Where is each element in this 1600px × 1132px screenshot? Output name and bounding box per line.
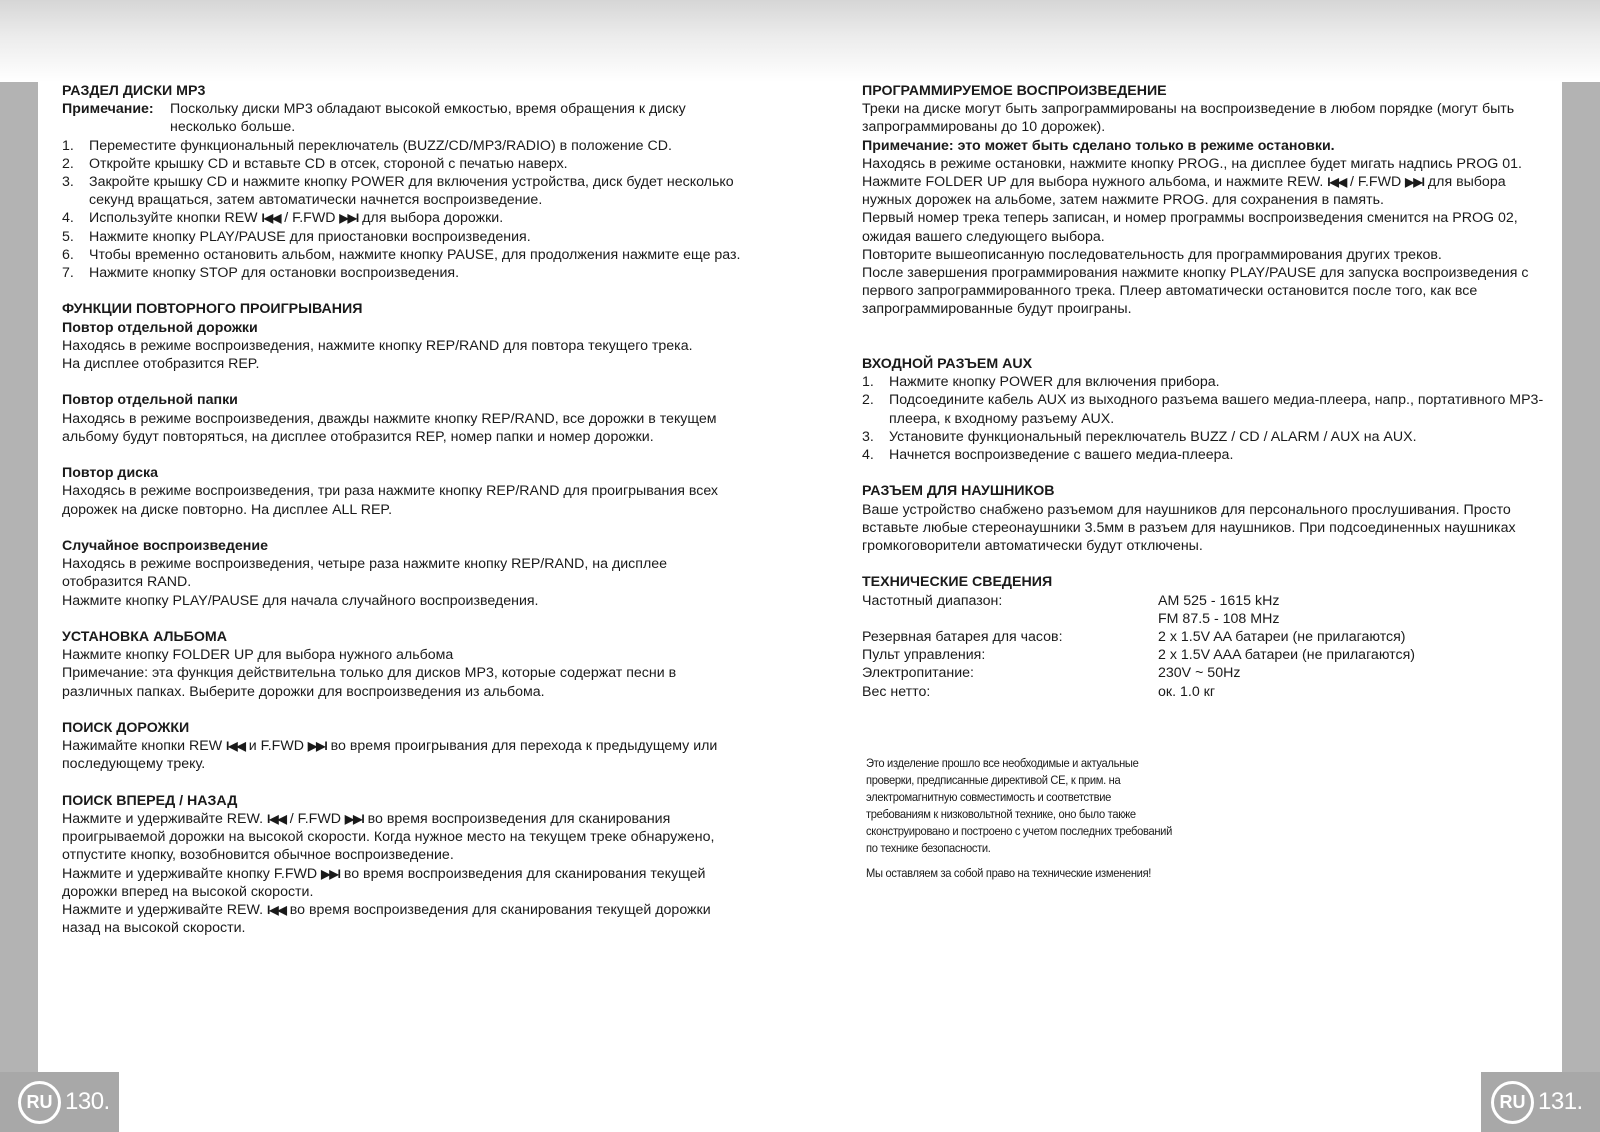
note-text: Поскольку диски MP3 обладают высокой емкостью, время обращения к диску несколько больше. bbox=[170, 101, 686, 136]
section-title-aux: ВХОДНОЙ РАЗЪЕМ AUX bbox=[862, 356, 1033, 373]
subtitle-repeat-disc: Повтор диска bbox=[62, 465, 159, 482]
spec-row: Электропитание: 230V ~ 50Hz bbox=[862, 665, 1241, 682]
paragraph: Находясь в режиме воспроизведения, дважды нажмите кнопку REP/RAND, все дорожки в текущем альбому будут повторяться, на дисплее отобразится REP, номер папки и номер дорожки. bbox=[62, 410, 717, 445]
paragraph: Нажмите и удерживайте REW. I◀◀ / F.FWD ▶▶I во время воспроизведения для сканирования проигрываемой дорожки на высокой скорости. Когда нужное место на текущем треке обнаружено, отпустите кнопку, возобновится обычное воспроизведение. bbox=[62, 811, 715, 864]
paragraph: Нажмите FOLDER UP для выбора нужного альбома, и нажмите REW. I◀◀ / F.FWD ▶▶I для выбора нужных дорожек на альбоме, затем нажмите PROG. для сохранения в память. bbox=[862, 174, 1506, 209]
language-badge: RU bbox=[1491, 1081, 1534, 1124]
rights-text: Мы оставляем за собой право на технические изменения! bbox=[866, 866, 1152, 880]
list-item: 4. Используйте кнопки REW I◀◀ / F.FWD ▶▶I для выбора дорожки. bbox=[62, 210, 504, 227]
section-title-scan: ПОИСК ВПЕРЕД / НАЗАД bbox=[62, 792, 238, 809]
list-item: 2. Подсоедините кабель AUX из выходного разъема вашего медиа-плеера, напр., портативного MP3-плеера, к входному разъему AUX. bbox=[862, 392, 1544, 427]
mp3-note bbox=[62, 100, 742, 136]
page-number: 130. bbox=[65, 1087, 110, 1115]
list-item: 3. Установите функциональный переключатель BUZZ / CD / ALARM / AUX на AUX. bbox=[862, 428, 1417, 445]
paragraph: Находясь в режиме воспроизведения, нажмите кнопку REP/RAND для повтора текущего трека. bbox=[62, 337, 693, 354]
section-title-specs: ТЕХНИЧЕСКИЕ СВЕДЕНИЯ bbox=[862, 574, 1053, 591]
subtitle-repeat-track: Повтор отдельной дорожки bbox=[62, 319, 258, 336]
section-title-mp3: РАЗДЕЛ ДИСКИ MP3 bbox=[62, 83, 206, 99]
spec-row: FM 87.5 - 108 MHz bbox=[1158, 610, 1280, 627]
section-title-track-search: ПОИСК ДОРОЖКИ bbox=[62, 720, 190, 737]
page-number-tab-right bbox=[1481, 1072, 1600, 1132]
section-title-repeat: ФУНКЦИИ ПОВТОРНОГО ПРОИГРЫВАНИЯ bbox=[62, 301, 363, 318]
paragraph: Нажимайте кнопки REW I◀◀ и F.FWD ▶▶I во время проигрывания для перехода к предыдущему или последующему треку. bbox=[62, 738, 718, 773]
list-item: 1. Переместите функциональный переключатель (BUZZ/CD/MP3/RADIO) в положение CD. bbox=[62, 137, 672, 154]
list-item: 4. Начнется воспроизведение с вашего медиа-плеера. bbox=[862, 447, 1234, 464]
section-title-program: ПРОГРАММИРУЕМОЕ ВОСПРОИЗВЕДЕНИЕ bbox=[862, 83, 1167, 99]
section-title-headphones: РАЗЪЕМ ДЛЯ НАУШНИКОВ bbox=[862, 483, 1055, 500]
ce-compliance-notice bbox=[866, 755, 1172, 882]
rewind-icon: I◀◀ bbox=[261, 211, 281, 226]
header-gradient-band bbox=[0, 0, 1600, 82]
spec-row: Частотный диапазон: AM 525 - 1615 kHz bbox=[862, 592, 1280, 609]
fast-forward-icon: ▶▶I bbox=[339, 211, 359, 226]
page-number-tab-left bbox=[0, 1072, 119, 1132]
right-page-content bbox=[862, 82, 1552, 701]
paragraph: После завершения программирования нажмите кнопку PLAY/PAUSE для запуска воспроизведения с первого запрограммированного трека. Плеер автоматически остановится после того, как все запрограммированные будут проиграны. bbox=[862, 265, 1529, 318]
paragraph: Треки на диске могут быть запрограммированы на воспроизведение в любом порядке (могут быть запрограммированы до 10 дорожек). bbox=[862, 101, 1515, 136]
page-number: 131. bbox=[1538, 1087, 1583, 1115]
subtitle-random: Случайное воспроизведение bbox=[62, 538, 268, 555]
paragraph: Находясь в режиме воспроизведения, три раза нажмите кнопку REP/RAND для проигрывания всех дорожек на диске повторно. На дисплее ALL REP. bbox=[62, 483, 719, 518]
spec-row: Пульт управления: 2 x 1.5V AAA батареи (не прилагаются) bbox=[862, 647, 1415, 664]
paragraph: Находясь в режиме остановки, нажмите кнопку PROG., на дисплее будет мигать надпись PROG 01. bbox=[862, 155, 1522, 172]
program-note: Примечание: это может быть сделано только в режиме остановки. bbox=[862, 137, 1335, 154]
paragraph: Нажмите и удерживайте кнопку F.FWD ▶▶I во время воспроизведения для сканирования текущей дорожки вперед на высокой скорости. bbox=[62, 865, 706, 900]
right-margin-bar bbox=[1562, 82, 1600, 1072]
fast-forward-icon: ▶▶I bbox=[321, 866, 340, 881]
fast-forward-icon: ▶▶I bbox=[307, 739, 327, 754]
list-item: 1. Нажмите кнопку POWER для включения прибора. bbox=[862, 374, 1220, 391]
ce-text: Это изделение прошло все необходимые и актуальные проверки, предписанные директивой CE, к прим. на электромагнитную совместимость и соответствие требованиям к низковольтной технике, оно было также сконструировано и построено с учетом последних требований по технике безопасности. bbox=[866, 756, 1173, 855]
fast-forward-icon: ▶▶I bbox=[1405, 175, 1424, 190]
paragraph: Нажмите и удерживайте REW. I◀◀ во время воспроизведения для сканирования текущей дорожки назад на высокой скорости. bbox=[62, 902, 711, 937]
paragraph: На дисплее отобразится REP. bbox=[62, 356, 260, 373]
fast-forward-icon: ▶▶I bbox=[344, 812, 364, 827]
paragraph: Повторите вышеописанную последовательность для программирования других треков. bbox=[862, 246, 1442, 263]
paragraph: Нажмите кнопку FOLDER UP для выбора нужного альбома bbox=[62, 647, 454, 664]
rewind-icon: I◀◀ bbox=[1327, 175, 1347, 190]
list-item: 7. Нажмите кнопку STOP для остановки воспроизведения. bbox=[62, 265, 460, 282]
rewind-icon: I◀◀ bbox=[267, 903, 286, 918]
rewind-icon: I◀◀ bbox=[226, 739, 245, 754]
list-item: 2. Откройте крышку CD и вставьте CD в отсек, стороной с печатью наверх. bbox=[62, 155, 568, 172]
paragraph: Примечание: эта функция действительна только для дисков MP3, которые содержат песни в различных папках. Выберите дорожки для воспроизведения из альбома. bbox=[62, 665, 677, 700]
section-title-album: УСТАНОВКА АЛЬБОМА bbox=[62, 629, 227, 646]
left-margin-bar bbox=[0, 82, 38, 1072]
language-badge: RU bbox=[18, 1081, 61, 1124]
paragraph: Находясь в режиме воспроизведения, четыре раза нажмите кнопку REP/RAND, на дисплее отобразится RAND. bbox=[62, 556, 668, 591]
list-item: 6. Чтобы временно остановить альбом, нажмите кнопку PAUSE, для продолжения нажмите еще раз. bbox=[62, 246, 741, 263]
list-item: 5. Нажмите кнопку PLAY/PAUSE для приостановки воспроизведения. bbox=[62, 228, 531, 245]
subtitle-repeat-folder: Повтор отдельной папки bbox=[62, 392, 238, 409]
note-label: Примечание: bbox=[62, 101, 154, 118]
paragraph: Нажмите кнопку PLAY/PAUSE для начала случайного воспроизведения. bbox=[62, 592, 539, 609]
list-item: 3. Закройте крышку CD и нажмите кнопку POWER для включения устройства, диск будет несколько секунд вращаться, затем автоматически начнется воспроизведение. bbox=[62, 174, 734, 209]
rewind-icon: I◀◀ bbox=[267, 812, 286, 827]
left-page-content bbox=[62, 82, 742, 937]
spec-row: Вес нетто: ок. 1.0 кг bbox=[862, 683, 1216, 700]
paragraph: Первый номер трека теперь записан, и номер программы воспроизведения сменится на PROG 02, ожидая вашего следующего выбора. bbox=[862, 210, 1518, 245]
paragraph: Ваше устройство снабжено разъемом для наушников для персонального прослушивания. Просто вставьте любые стереонаушники 3.5мм в разъем для наушников. При подсоединенных наушниках громкоговорители автоматически будут отключены. bbox=[862, 501, 1516, 555]
spec-row: Резервная батарея для часов: 2 x 1.5V AA батареи (не прилагаются) bbox=[862, 629, 1406, 646]
